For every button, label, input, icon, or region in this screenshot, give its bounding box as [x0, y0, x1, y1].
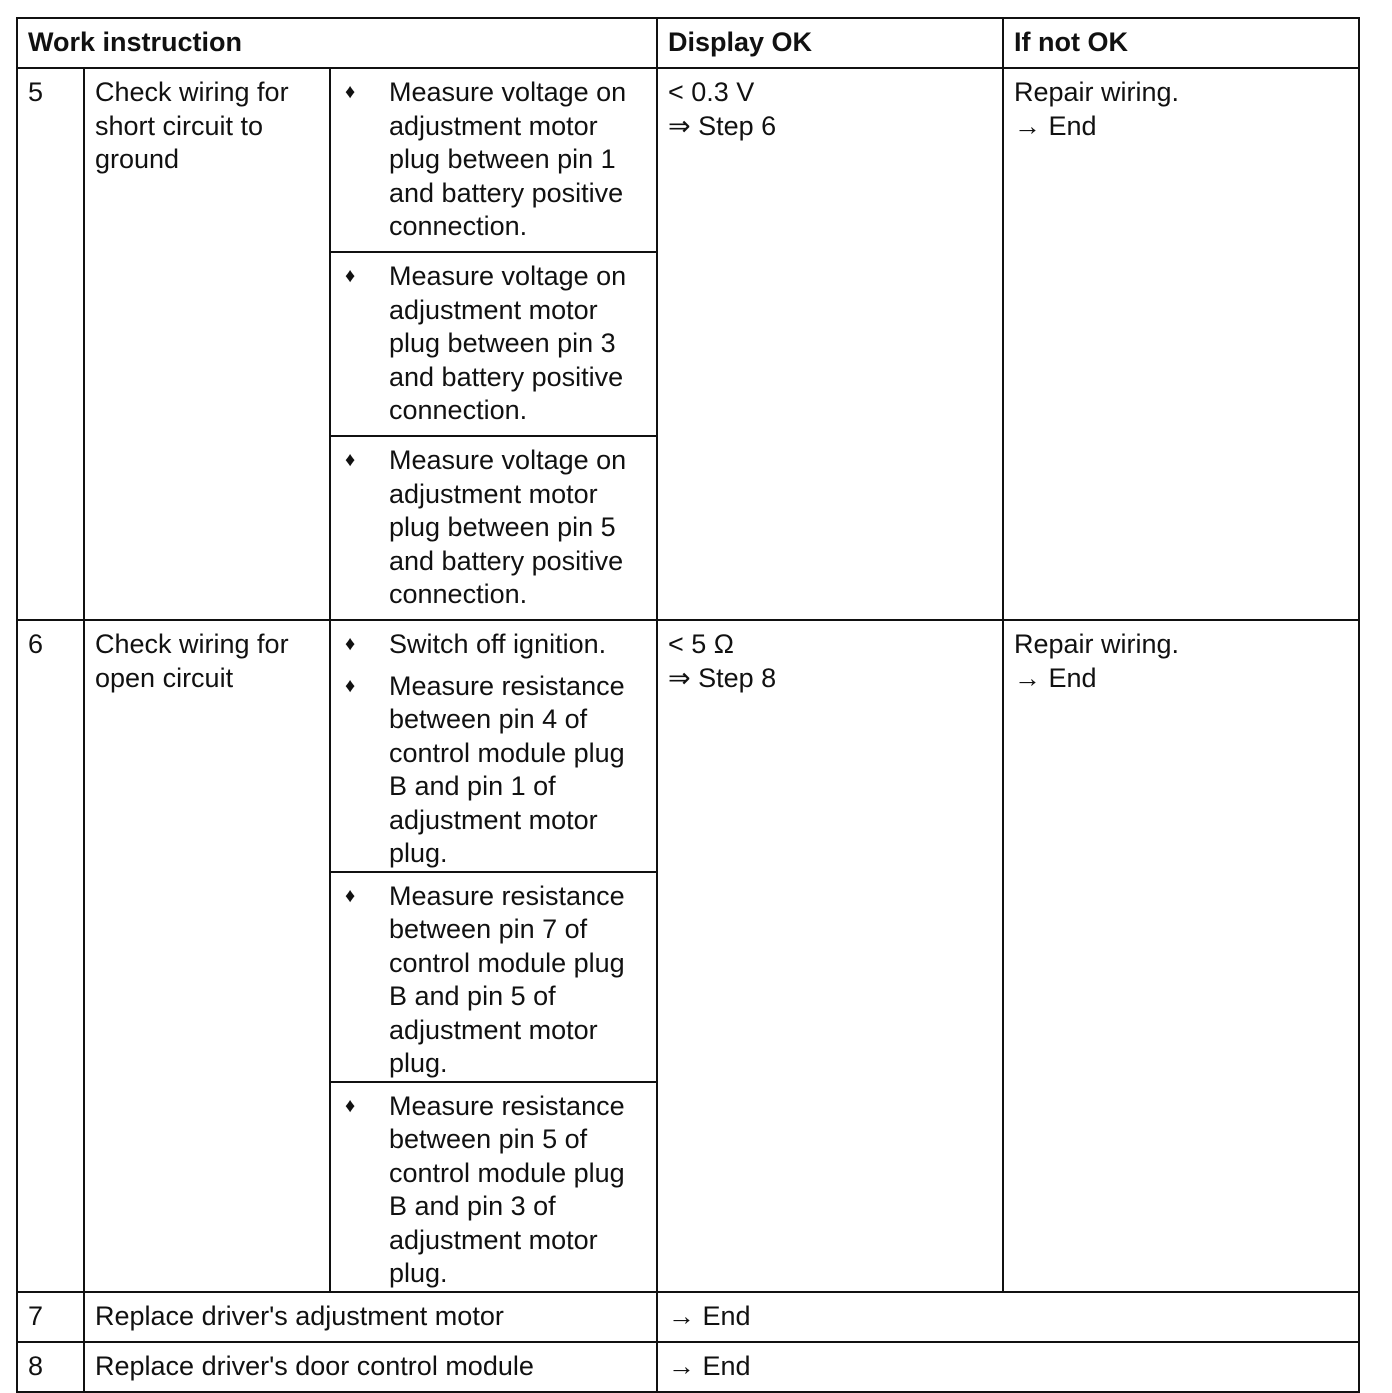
- not-ok-next: → End: [1014, 110, 1097, 141]
- instruction-text: Measure voltage on adjustment motor plug between pin 1 and battery positive connection.: [389, 77, 627, 241]
- instruction-cell: [330, 68, 657, 252]
- instruction-text: Switch off ignition.: [389, 629, 607, 659]
- instruction-text: Measure resistance between pin 7 of control module plug B and pin 5 of adjustment motor plug.: [389, 880, 625, 1078]
- not-ok-action: Repair wiring.: [1014, 77, 1180, 107]
- not-ok-cell: [1003, 620, 1359, 1292]
- step-number: 8: [17, 1342, 84, 1392]
- instruction-text: Measure resistance between pin 5 of control module plug B and pin 3 of adjustment motor plug.: [389, 1090, 625, 1288]
- step-result: → End: [657, 1292, 1359, 1342]
- header-display-ok: Display OK: [657, 18, 1003, 68]
- diamond-bullet-icon: ♦: [345, 633, 356, 655]
- table-header-row: [17, 18, 1359, 68]
- step-title: Replace driver's adjustment motor: [84, 1292, 657, 1342]
- display-ok-next: ⇒ Step 6: [668, 110, 777, 141]
- display-ok-value: < 0.3 V: [668, 77, 755, 107]
- display-ok-value: < 5 Ω: [668, 629, 734, 659]
- instruction-cell: [330, 620, 657, 872]
- not-ok-next: → End: [1014, 662, 1097, 693]
- table-row: [17, 620, 1359, 872]
- instruction-cell: [330, 872, 657, 1082]
- header-if-not-ok: If not OK: [1003, 18, 1359, 68]
- diamond-bullet-icon: ♦: [345, 81, 356, 103]
- instruction-text: Measure voltage on adjustment motor plug between pin 3 and battery positive connection.: [389, 261, 627, 425]
- display-ok-cell: [657, 620, 1003, 1292]
- header-work-instruction: Work instruction: [17, 18, 657, 68]
- step-title: Check wiring for open circuit: [84, 620, 330, 1292]
- instruction-text: Measure voltage on adjustment motor plug between pin 5 and battery positive connection.: [389, 445, 627, 609]
- display-ok-cell: [657, 68, 1003, 620]
- work-instruction-table: [16, 17, 1360, 1393]
- table-row: [17, 1292, 1359, 1342]
- table-row: [17, 1342, 1359, 1392]
- display-ok-next: ⇒ Step 8: [668, 662, 777, 693]
- instruction-cell: [330, 436, 657, 620]
- step-result: → End: [657, 1342, 1359, 1392]
- not-ok-action: Repair wiring.: [1014, 629, 1180, 659]
- table-row: [17, 68, 1359, 252]
- step-number: 7: [17, 1292, 84, 1342]
- diamond-bullet-icon: ♦: [345, 1094, 356, 1117]
- diamond-bullet-icon: ♦: [345, 674, 356, 697]
- step-number: 6: [17, 620, 84, 1292]
- diamond-bullet-icon: ♦: [345, 884, 356, 907]
- instruction-cell: [330, 1082, 657, 1292]
- step-title: Replace driver's door control module: [84, 1342, 657, 1392]
- diamond-bullet-icon: ♦: [345, 449, 356, 471]
- instruction-cell: [330, 252, 657, 436]
- step-title: Check wiring for short circuit to ground: [84, 68, 330, 620]
- instruction-text: Measure resistance between pin 4 of control module plug B and pin 1 of adjustment motor plug.: [389, 670, 625, 868]
- diamond-bullet-icon: ♦: [345, 265, 356, 287]
- step-number: 5: [17, 68, 84, 620]
- not-ok-cell: [1003, 68, 1359, 620]
